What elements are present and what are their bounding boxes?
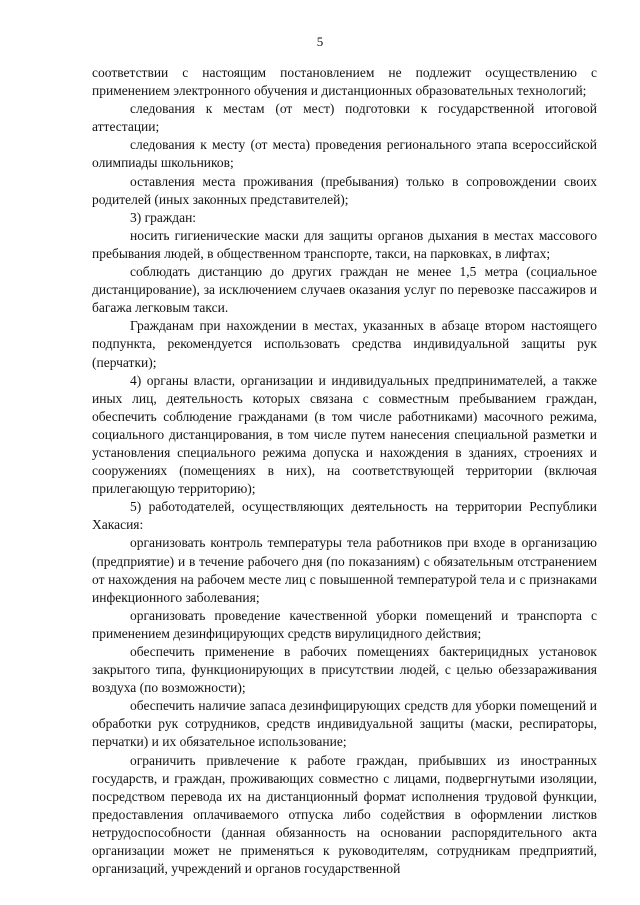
- document-body: [92, 64, 597, 878]
- paragraph-leaving-residence: оставления места проживания (пребывания) только в сопровождении своих родителей (иных законных представителей);: [92, 173, 597, 207]
- paragraph-olympiad-travel: следования к месту (от места) проведения регионального этапа всероссийской олимпиады школьников;: [92, 137, 597, 171]
- paragraph-wear-masks: носить гигиенические маски для защиты органов дыхания в местах массового пребывания людей, в общественном транспорте, такси, на парковках, в лифтах;: [92, 227, 597, 261]
- paragraph-cleaning: организовать проведение качественной уборки помещений и транспорта с применением дезинфицирующих средств вирулицидного действия;: [92, 607, 597, 641]
- paragraph-item-3-heading: 3) граждан:: [130, 209, 197, 225]
- paragraph-item-4-authorities: 4) органы власти, организации и индивидуальных предпринимателей, а также иных лиц, деятельность которых связана с совместным пребыванием граждан, обеспечить соблюдение гражданами (в том числе работниками) масочного режима, социального дистанцирования, в том числе путем нанесения специальной разметки и установления специального режима допуска и нахождения в зданиях, строениях и сооружениях (помещениях в них), на соответствующей территории (включая прилегающую территорию);: [92, 372, 597, 497]
- paragraph-exam-travel: следования к местам (от мест) подготовки к государственной итоговой аттестации;: [92, 101, 597, 135]
- paragraph-bactericidal-units: обеспечить применение в рабочих помещениях бактерицидных установок закрытого типа, функционирующих в присутствии людей, с целью обеззараживания воздуха (по возможности);: [92, 644, 597, 696]
- page-number: 5: [316, 34, 324, 49]
- paragraph-item-5-employers: 5) работодателей, осуществляющих деятельность на территории Республики Хакасия:: [92, 499, 597, 533]
- paragraph-disinfectant-supply: обеспечить наличие запаса дезинфицирующих средств для уборки помещений и обработки рук сотрудников, средств индивидуальной защиты (маски, респираторы, перчатки) и их обязательное использование;: [92, 698, 597, 750]
- paragraph-continuation: соответствии с настоящим постановлением не подлежит осуществлению с применением электронного обучения и дистанционных образовательных технологий;: [92, 65, 597, 99]
- paragraph-limit-foreign-arrivals: ограничить привлечение к работе граждан, прибывших из иностранных государств, и граждан, проживающих совместно с лицами, подвергнутыми изоляции, посредством перевода их на дистанционный формат исполнения трудовой функции, предоставления оплачиваемого отпуска либо содействия в оформлении листков нетрудоспособности (данная обязанность на основании распорядительного акта организации может не применяться к руководителям, сотрудникам предприятий, организаций, учреждений и органов государственной: [92, 752, 597, 877]
- paragraph-social-distance: соблюдать дистанцию до других граждан не менее 1,5 метра (социальное дистанцирование), за исключением случаев оказания услуг по перевозке пассажиров и багажа легковым такси.: [92, 264, 597, 316]
- paragraph-gloves-recommendation: Гражданам при нахождении в местах, указанных в абзаце втором настоящего подпункта, рекомендуется использовать средства индивидуальной защиты рук (перчатки);: [92, 318, 597, 370]
- paragraph-temperature-control: организовать контроль температуры тела работников при входе в организацию (предприятие) и в течение рабочего дня (по показаниям) с обязательным отстранением от нахождения на рабочем месте лиц с повышенной температурой тела и с признаками инфекционного заболевания;: [92, 535, 597, 605]
